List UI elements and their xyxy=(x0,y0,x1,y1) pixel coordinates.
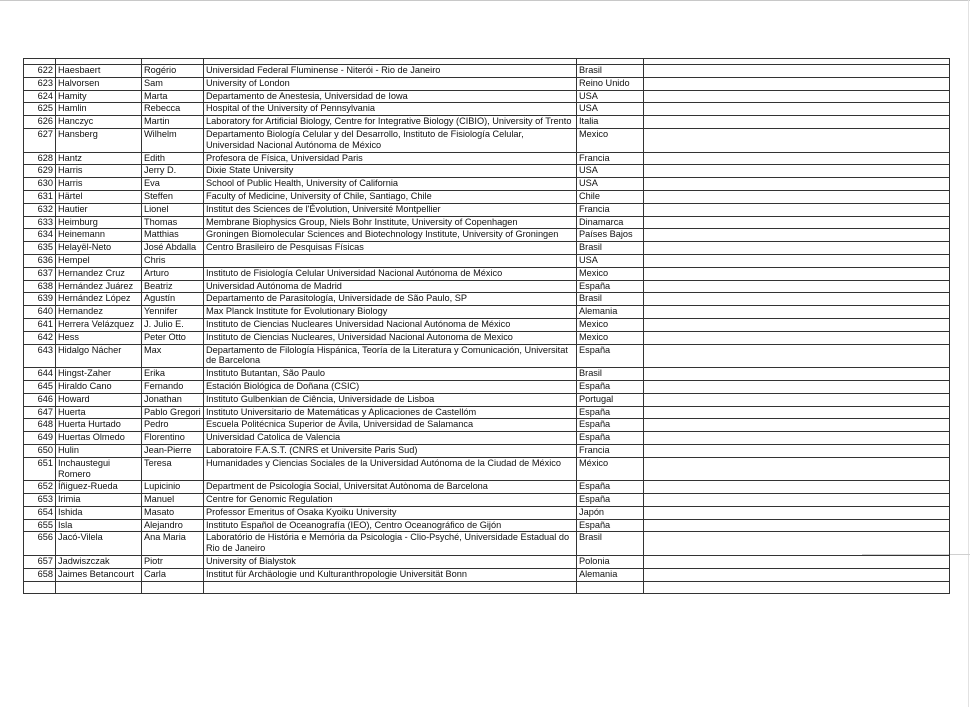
table-row xyxy=(24,103,950,116)
row-number-cell: 647 xyxy=(24,406,56,419)
table-bottom-spacer-row xyxy=(24,581,950,593)
surname-cell: Helayël-Neto xyxy=(56,242,142,255)
surname-cell: Heimburg xyxy=(56,216,142,229)
row-number-cell: 626 xyxy=(24,116,56,129)
table-row xyxy=(24,368,950,381)
row-number-cell: 628 xyxy=(24,152,56,165)
row-number-cell: 633 xyxy=(24,216,56,229)
table-row xyxy=(24,267,950,280)
table-row xyxy=(24,344,950,368)
surname-cell: Inchaustegui Romero xyxy=(56,457,142,481)
notes-cell xyxy=(644,216,950,229)
notes-cell xyxy=(644,432,950,445)
country-cell: España xyxy=(577,481,644,494)
country-cell: España xyxy=(577,406,644,419)
surname-cell: Ishida xyxy=(56,506,142,519)
notes-cell xyxy=(644,568,950,581)
notes-cell xyxy=(644,165,950,178)
country-cell: Brasil xyxy=(577,532,644,556)
table-row xyxy=(24,242,950,255)
institution-cell: Departamento Biología Celular y del Desarrollo, Instituto de Fisiología Celular, Universidad Nacional Autónoma de México xyxy=(204,128,577,152)
table-row xyxy=(24,178,950,191)
given-name-cell: Martin xyxy=(142,116,204,129)
row-number-cell: 629 xyxy=(24,165,56,178)
table-row xyxy=(24,432,950,445)
row-number-cell: 649 xyxy=(24,432,56,445)
country-cell: Francia xyxy=(577,203,644,216)
table-row xyxy=(24,65,950,78)
row-number-cell: 645 xyxy=(24,380,56,393)
given-name-cell: Manuel xyxy=(142,494,204,507)
row-number-cell: 634 xyxy=(24,229,56,242)
row-number-cell: 635 xyxy=(24,242,56,255)
notes-cell xyxy=(644,229,950,242)
table-row xyxy=(24,254,950,267)
surname-cell: Huertas Olmedo xyxy=(56,432,142,445)
table-row xyxy=(24,128,950,152)
given-name-cell: Yennifer xyxy=(142,306,204,319)
notes-cell xyxy=(644,65,950,78)
surname-cell: Hernández López xyxy=(56,293,142,306)
country-cell: USA xyxy=(577,90,644,103)
given-name-cell: Steffen xyxy=(142,190,204,203)
row-number-cell: 650 xyxy=(24,444,56,457)
row-number-cell: 632 xyxy=(24,203,56,216)
row-number-cell: 651 xyxy=(24,457,56,481)
country-cell: USA xyxy=(577,178,644,191)
notes-cell xyxy=(644,267,950,280)
institution-cell: Universidad Catolica de Valencia xyxy=(204,432,577,445)
institution-cell: Instituto Gulbenkian de Ciência, Universidade de Lisboa xyxy=(204,393,577,406)
surname-cell: Hidalgo Nácher xyxy=(56,344,142,368)
country-cell: Mexico xyxy=(577,128,644,152)
notes-cell xyxy=(644,532,950,556)
country-cell: Francia xyxy=(577,152,644,165)
surname-cell: Hiraldo Cano xyxy=(56,380,142,393)
country-cell: Países Bajos xyxy=(577,229,644,242)
notes-cell xyxy=(644,457,950,481)
given-name-cell: Rebecca xyxy=(142,103,204,116)
surname-cell: Herrera Velázquez xyxy=(56,318,142,331)
surname-cell: Hanczyc xyxy=(56,116,142,129)
institution-cell: Humanidades y Ciencias Sociales de la Universidad Autónoma de la Ciudad de México xyxy=(204,457,577,481)
notes-cell xyxy=(644,406,950,419)
notes-cell xyxy=(644,344,950,368)
surname-cell: Hempel xyxy=(56,254,142,267)
country-cell: Portugal xyxy=(577,393,644,406)
institution-cell: Departamento de Parasitología, Universidade de São Paulo, SP xyxy=(204,293,577,306)
table-row xyxy=(24,532,950,556)
table-row xyxy=(24,519,950,532)
row-number-cell: 654 xyxy=(24,506,56,519)
institution-cell: Instituto de Ciencias Nucleares, Universidad Nacional Autonoma de Mexico xyxy=(204,331,577,344)
given-name-cell: José Abdalla xyxy=(142,242,204,255)
surname-cell: Haesbaert xyxy=(56,65,142,78)
surname-cell: Hulin xyxy=(56,444,142,457)
row-number-cell: 630 xyxy=(24,178,56,191)
row-number-cell: 624 xyxy=(24,90,56,103)
institution-cell: Centre for Genomic Regulation xyxy=(204,494,577,507)
table-row xyxy=(24,481,950,494)
surname-cell: Irimia xyxy=(56,494,142,507)
given-name-cell: Jonathan xyxy=(142,393,204,406)
given-name-cell: Arturo xyxy=(142,267,204,280)
page-top-border xyxy=(0,0,970,1)
table-row xyxy=(24,293,950,306)
country-cell: España xyxy=(577,380,644,393)
surname-cell: Hernandez Cruz xyxy=(56,267,142,280)
row-number-cell: 658 xyxy=(24,568,56,581)
notes-cell xyxy=(644,203,950,216)
country-cell: España xyxy=(577,344,644,368)
country-cell: España xyxy=(577,494,644,507)
country-cell: Polonia xyxy=(577,556,644,569)
row-number-cell: 639 xyxy=(24,293,56,306)
given-name-cell: Carla xyxy=(142,568,204,581)
given-name-cell: Wilhelm xyxy=(142,128,204,152)
given-name-cell: Pedro xyxy=(142,419,204,432)
institution-cell: Escuela Politécnica Superior de Ávila, Universidad de Salamanca xyxy=(204,419,577,432)
table-row xyxy=(24,90,950,103)
table-row xyxy=(24,494,950,507)
institution-cell: Laboratório de História e Memória da Psicologia - Clio-Psyché, Universidade Estadual do Rio de Janeiro xyxy=(204,532,577,556)
notes-cell xyxy=(644,190,950,203)
surname-cell: Hingst-Zaher xyxy=(56,368,142,381)
country-cell: Brasil xyxy=(577,242,644,255)
row-number-cell: 625 xyxy=(24,103,56,116)
row-number-cell: 646 xyxy=(24,393,56,406)
row-number-cell: 655 xyxy=(24,519,56,532)
table-row xyxy=(24,77,950,90)
table-row xyxy=(24,393,950,406)
given-name-cell: Pablo Gregori xyxy=(142,406,204,419)
given-name-cell: Alejandro xyxy=(142,519,204,532)
row-number-cell: 642 xyxy=(24,331,56,344)
row-number-cell: 641 xyxy=(24,318,56,331)
institution-cell: Departamento de Anestesia, Universidad de Iowa xyxy=(204,90,577,103)
surname-cell: Isla xyxy=(56,519,142,532)
notes-cell xyxy=(644,280,950,293)
surname-cell: Harris xyxy=(56,165,142,178)
given-name-cell: Rogério xyxy=(142,65,204,78)
given-name-cell: Fernando xyxy=(142,380,204,393)
institution-cell: Laboratoire F.A.S.T. (CNRS et Universite Paris Sud) xyxy=(204,444,577,457)
country-cell: Mexico xyxy=(577,331,644,344)
given-name-cell: Chris xyxy=(142,254,204,267)
notes-cell xyxy=(644,116,950,129)
institution-cell: School of Public Health, University of California xyxy=(204,178,577,191)
given-name-cell: Marta xyxy=(142,90,204,103)
row-number-cell: 627 xyxy=(24,128,56,152)
institution-cell: Instituto de Fisiología Celular Universidad Nacional Autónoma de México xyxy=(204,267,577,280)
table-row xyxy=(24,380,950,393)
country-cell: Francia xyxy=(577,444,644,457)
institution-cell: Membrane Biophysics Group, Niels Bohr Institute, University of Copenhagen xyxy=(204,216,577,229)
table-row xyxy=(24,457,950,481)
institution-cell: Institut des Sciences de l'Évolution, Université Montpellier xyxy=(204,203,577,216)
given-name-cell: Sam xyxy=(142,77,204,90)
institution-cell: Instituto Universitario de Matemáticas y Aplicaciones de Castellóm xyxy=(204,406,577,419)
surname-cell: Hautier xyxy=(56,203,142,216)
surname-cell: Jadwiszczak xyxy=(56,556,142,569)
table-row xyxy=(24,165,950,178)
notes-cell xyxy=(644,481,950,494)
country-cell: USA xyxy=(577,254,644,267)
row-number-cell: 640 xyxy=(24,306,56,319)
institution-cell: Max Planck Institute for Evolutionary Biology xyxy=(204,306,577,319)
institution-cell: Universidad Federal Fluminense - Niterói - Rio de Janeiro xyxy=(204,65,577,78)
table-row xyxy=(24,216,950,229)
institution-cell: Laboratory for Artificial Biology, Centre for Integrative Biology (CIBIO), University of Trento xyxy=(204,116,577,129)
table-row xyxy=(24,556,950,569)
participants-table-body xyxy=(24,59,950,594)
table-row xyxy=(24,306,950,319)
table-row xyxy=(24,568,950,581)
country-cell: España xyxy=(577,280,644,293)
row-number-cell: 656 xyxy=(24,532,56,556)
given-name-cell: Piotr xyxy=(142,556,204,569)
surname-cell: Hamlin xyxy=(56,103,142,116)
notes-cell xyxy=(644,306,950,319)
given-name-cell: Erika xyxy=(142,368,204,381)
institution-cell: Instituto de Ciencias Nucleares Universidad Nacional Autónoma de México xyxy=(204,318,577,331)
given-name-cell: Peter Otto xyxy=(142,331,204,344)
given-name-cell: Teresa xyxy=(142,457,204,481)
notes-cell xyxy=(644,331,950,344)
notes-cell xyxy=(644,506,950,519)
notes-cell xyxy=(644,444,950,457)
surname-cell: Halvorsen xyxy=(56,77,142,90)
country-cell: España xyxy=(577,419,644,432)
table-row xyxy=(24,280,950,293)
institution-cell: Faculty of Medicine, University of Chile, Santiago, Chile xyxy=(204,190,577,203)
notes-cell xyxy=(644,494,950,507)
given-name-cell: J. Julio E. xyxy=(142,318,204,331)
table-row xyxy=(24,419,950,432)
surname-cell: Hamity xyxy=(56,90,142,103)
surname-cell: Huerta xyxy=(56,406,142,419)
given-name-cell: Beatriz xyxy=(142,280,204,293)
surname-cell: Hernandez xyxy=(56,306,142,319)
surname-cell: Heinemann xyxy=(56,229,142,242)
country-cell: Japón xyxy=(577,506,644,519)
given-name-cell: Edith xyxy=(142,152,204,165)
table-row xyxy=(24,318,950,331)
country-cell: Dinamarca xyxy=(577,216,644,229)
row-number-cell: 653 xyxy=(24,494,56,507)
institution-cell: Dixie State University xyxy=(204,165,577,178)
given-name-cell: Ana Maria xyxy=(142,532,204,556)
institution-cell: Departamento de Filología Hispánica, Teoría de la Literatura y Comunicación, Universitat de Barcelona xyxy=(204,344,577,368)
page-right-border xyxy=(968,0,969,707)
given-name-cell: Florentino xyxy=(142,432,204,445)
given-name-cell: Masato xyxy=(142,506,204,519)
country-cell: Alemania xyxy=(577,306,644,319)
surname-cell: Harris xyxy=(56,178,142,191)
institution-cell: Centro Brasileiro de Pesquisas Físicas xyxy=(204,242,577,255)
row-number-cell: 637 xyxy=(24,267,56,280)
row-number-cell: 636 xyxy=(24,254,56,267)
notes-cell xyxy=(644,380,950,393)
institution-cell: Profesora de Física, Universidad Paris xyxy=(204,152,577,165)
country-cell: España xyxy=(577,432,644,445)
row-number-cell: 648 xyxy=(24,419,56,432)
institution-cell: Instituto Español de Oceanografía (IEO), Centro Oceanográfico de Gijón xyxy=(204,519,577,532)
participants-table xyxy=(23,58,950,594)
surname-cell: Jacó-Vilela xyxy=(56,532,142,556)
surname-cell: Hantz xyxy=(56,152,142,165)
row-number-cell: 638 xyxy=(24,280,56,293)
country-cell: Chile xyxy=(577,190,644,203)
institution-cell: Hospital of the University of Pennsylvania xyxy=(204,103,577,116)
notes-cell xyxy=(644,254,950,267)
country-cell: España xyxy=(577,519,644,532)
surname-cell: Huerta Hurtado xyxy=(56,419,142,432)
table-row xyxy=(24,203,950,216)
notes-cell xyxy=(644,128,950,152)
given-name-cell: Thomas xyxy=(142,216,204,229)
row-number-cell: 657 xyxy=(24,556,56,569)
country-cell: Alemania xyxy=(577,568,644,581)
surname-cell: Hess xyxy=(56,331,142,344)
notes-cell xyxy=(644,393,950,406)
notes-cell xyxy=(644,318,950,331)
given-name-cell: Agustín xyxy=(142,293,204,306)
institution-cell: Estación Biológica de Doñana (CSIC) xyxy=(204,380,577,393)
surname-cell: Jaimes Betancourt xyxy=(56,568,142,581)
row-number-cell: 631 xyxy=(24,190,56,203)
surname-cell: Härtel xyxy=(56,190,142,203)
institution-cell xyxy=(204,254,577,267)
table-row xyxy=(24,116,950,129)
country-cell: USA xyxy=(577,103,644,116)
institution-cell: Institut für Archäologie und Kulturanthropologie Universität Bonn xyxy=(204,568,577,581)
table-row xyxy=(24,331,950,344)
notes-cell xyxy=(644,152,950,165)
country-cell: México xyxy=(577,457,644,481)
institution-cell: Department de Psicologia Social, Universitat Autònoma de Barcelona xyxy=(204,481,577,494)
institution-cell: Universidad Autónoma de Madrid xyxy=(204,280,577,293)
surname-cell: Hernández Juárez xyxy=(56,280,142,293)
institution-cell: Professor Emeritus of Osaka Kyoiku University xyxy=(204,506,577,519)
notes-cell xyxy=(644,519,950,532)
country-cell: Brasil xyxy=(577,65,644,78)
notes-cell xyxy=(644,556,950,569)
row-number-cell: 622 xyxy=(24,65,56,78)
country-cell: Reino Unido xyxy=(577,77,644,90)
row-number-cell: 623 xyxy=(24,77,56,90)
given-name-cell: Jean-Pierre xyxy=(142,444,204,457)
country-cell: Brasil xyxy=(577,293,644,306)
institution-cell: University of Bialystok xyxy=(204,556,577,569)
given-name-cell: Jerry D. xyxy=(142,165,204,178)
given-name-cell: Max xyxy=(142,344,204,368)
table-row xyxy=(24,190,950,203)
notes-cell xyxy=(644,103,950,116)
given-name-cell: Lionel xyxy=(142,203,204,216)
table-row xyxy=(24,406,950,419)
notes-cell xyxy=(644,90,950,103)
table-row xyxy=(24,152,950,165)
notes-cell xyxy=(644,242,950,255)
table-row xyxy=(24,506,950,519)
given-name-cell: Eva xyxy=(142,178,204,191)
table-row xyxy=(24,229,950,242)
table-row xyxy=(24,444,950,457)
country-cell: Brasil xyxy=(577,368,644,381)
country-cell: Mexico xyxy=(577,318,644,331)
country-cell: USA xyxy=(577,165,644,178)
row-number-cell: 643 xyxy=(24,344,56,368)
given-name-cell: Matthias xyxy=(142,229,204,242)
row-number-cell: 644 xyxy=(24,368,56,381)
country-cell: Italia xyxy=(577,116,644,129)
notes-cell xyxy=(644,368,950,381)
notes-cell xyxy=(644,178,950,191)
surname-cell: Howard xyxy=(56,393,142,406)
institution-cell: Groningen Biomolecular Sciences and Biotechnology Institute, University of Groningen xyxy=(204,229,577,242)
institution-cell: Instituto Butantan, São Paulo xyxy=(204,368,577,381)
notes-cell xyxy=(644,77,950,90)
notes-cell xyxy=(644,293,950,306)
institution-cell: University of London xyxy=(204,77,577,90)
row-number-cell: 652 xyxy=(24,481,56,494)
surname-cell: Hansberg xyxy=(56,128,142,152)
country-cell: Mexico xyxy=(577,267,644,280)
surname-cell: Íñiguez-Rueda xyxy=(56,481,142,494)
notes-cell xyxy=(644,419,950,432)
given-name-cell: Lupicinio xyxy=(142,481,204,494)
